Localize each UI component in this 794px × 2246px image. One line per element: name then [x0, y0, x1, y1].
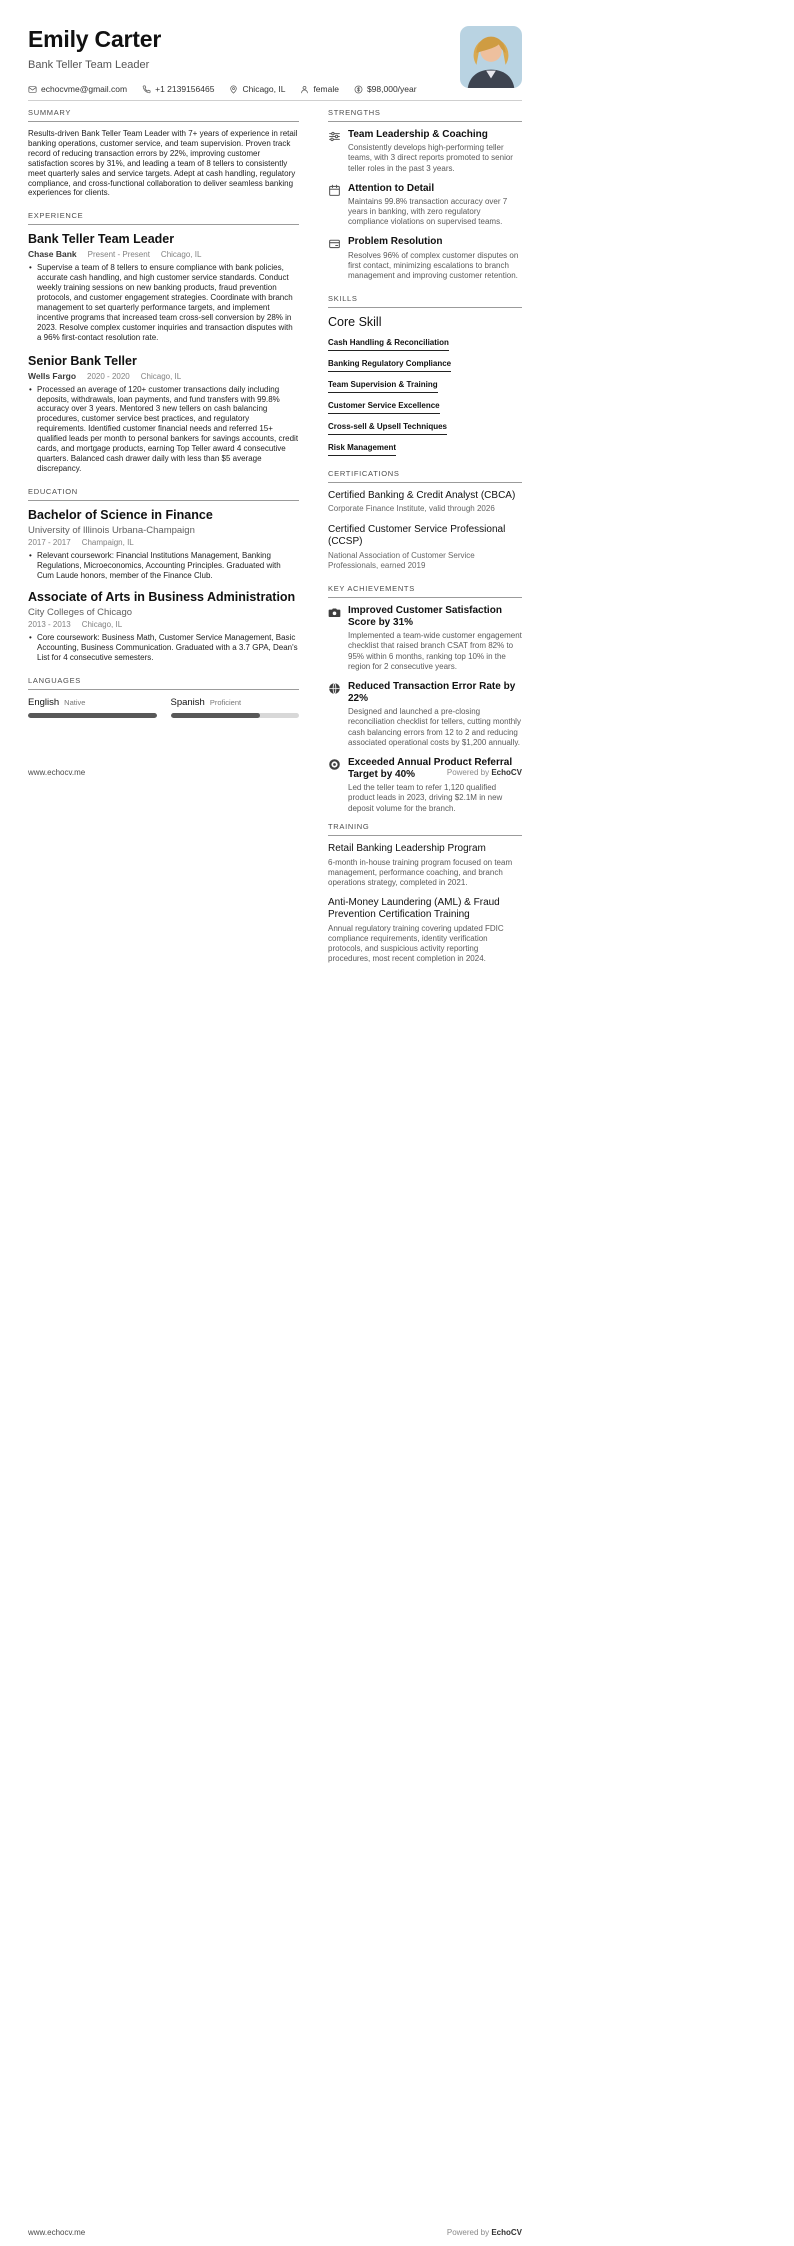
key-achievements-label: KEY ACHIEVEMENTS: [328, 584, 522, 598]
training-entry: [328, 897, 522, 965]
camera-icon: [328, 606, 341, 619]
summary-text: Results-driven Bank Teller Team Leader with 7+ years of experience in retail banking operations, customer service, and team supervision. Proven track record of reducing transaction errors by 22%, improving customer satisfaction scores by 31%, and leading a team of 8 tellers to consistently meet quarterly sales and service targets. Adept at cash handling, regulatory compliance, and cross-functional collaboration to deliver seamless banking experiences for clients.: [28, 129, 298, 198]
contact-email: [28, 84, 127, 94]
certification-detail: National Association of Customer Service Professionals, earned 2019: [328, 550, 475, 570]
echocv-brand: EchoCV: [491, 768, 522, 777]
contact-salary: [354, 84, 417, 94]
job-dates: 2020 - 2020: [87, 371, 130, 381]
job-dates: Present - Present: [87, 250, 150, 260]
education-bullet: • Core coursework: Business Math, Customer Service Management, Basic Accounting, Business Communication. Graduated with a 3.7 GPA, Dean's List for 4 consecutive semesters.: [28, 633, 299, 663]
language-name: English: [28, 697, 60, 709]
strength-item: [328, 129, 522, 174]
contact-phone-text: +1 2139156465: [155, 84, 215, 94]
achievement-body: [348, 757, 522, 814]
calendar-icon: [328, 184, 341, 197]
achievement-item: [328, 681, 522, 748]
achievement-item: [328, 757, 522, 814]
training-title: Retail Banking Leadership Program: [328, 843, 486, 854]
language-level: Native: [64, 698, 86, 708]
language-bar-track: [171, 713, 300, 718]
certifications-label: CERTIFICATIONS: [328, 469, 522, 483]
skill-item: Cross-sell & Upsell Techniques: [328, 422, 447, 435]
skill-item: Customer Service Excellence: [328, 401, 440, 414]
strength-description: Consistently develops high-performing teller teams, with 3 direct reports promoted to senior teller roles in the past 3 years.: [348, 143, 513, 173]
contact-row: [28, 84, 522, 94]
education-location: Chicago, IL: [81, 620, 123, 630]
globe-icon: [328, 682, 341, 695]
job-company: Chase Bank: [28, 249, 77, 260]
achievement-item: [328, 605, 522, 672]
degree-title: Associate of Arts in Business Administration: [28, 590, 296, 605]
contact-phone: [142, 84, 214, 94]
language-head: [28, 697, 157, 708]
page-footer: [28, 2228, 522, 2237]
job-location: Chicago, IL: [140, 371, 182, 381]
person-icon: [300, 85, 309, 94]
contact-location: [229, 84, 285, 94]
language-entry: [28, 697, 157, 718]
page-footer: [28, 768, 522, 777]
key-achievements-section: [328, 584, 522, 814]
skills-label: SKILLS: [328, 294, 522, 308]
salary-icon: [354, 85, 363, 94]
strength-body: [348, 236, 522, 281]
training-label: TRAINING: [328, 822, 522, 836]
languages-section: [28, 676, 299, 718]
strength-description: Maintains 99.8% transaction accuracy over 7 years in banking, with zero regulatory compliance violations on supervised teams.: [348, 196, 508, 227]
education-entry: [28, 508, 299, 581]
job-meta: [28, 249, 299, 259]
summary-section: [28, 108, 299, 198]
phone-icon: [142, 85, 151, 94]
education-bullet: • Relevant coursework: Financial Institutions Management, Banking Regulations, Microeconomics, Accounting Principles. Graduated with Cum Laude honors, member of the Finance Club.: [28, 551, 299, 581]
email-icon: [28, 85, 37, 94]
education-location: Champaign, IL: [81, 537, 134, 547]
contact-salary-text: $98,000/year: [366, 84, 417, 94]
strengths-label: STRENGTHS: [328, 108, 522, 122]
strengths-section: [328, 108, 522, 281]
skill-item: Team Supervision & Training: [328, 380, 438, 393]
achievement-title: Reduced Transaction Error Rate by 22%: [348, 680, 516, 705]
right-column: [328, 108, 522, 827]
job-entry: [28, 232, 299, 342]
candidate-name: Emily Carter: [28, 26, 162, 52]
strength-title: Team Leadership & Coaching: [348, 129, 488, 140]
powered-by: [447, 768, 522, 777]
training-title: Anti-Money Laundering (AML) & Fraud Prevention Certification Training: [328, 896, 500, 921]
achievement-title: Improved Customer Satisfaction Score by 31%: [348, 604, 502, 629]
education-section: [28, 487, 299, 663]
education-entry: [28, 590, 299, 663]
job-meta: [28, 371, 299, 381]
powered-by: [447, 2228, 522, 2237]
language-bar-track: [28, 713, 157, 718]
achievement-body: [348, 605, 522, 672]
language-head: [171, 697, 300, 708]
profile-photo-image: [460, 26, 522, 88]
training-entry: [328, 843, 522, 888]
skills-group-title: Core Skill: [328, 314, 382, 329]
experience-label: EXPERIENCE: [28, 211, 299, 225]
certification-entry: [328, 490, 522, 515]
strength-body: [348, 183, 522, 228]
skill-item: Risk Management: [328, 443, 396, 456]
training-description: Annual regulatory training covering updated FDIC compliance requirements, identity verification protocols, and suspicious activity reporting procedures, most recent completion in 2024.: [328, 923, 504, 964]
candidate-job-title: Bank Teller Team Leader: [28, 59, 150, 71]
strength-title: Attention to Detail: [348, 182, 435, 194]
profile-photo: [460, 26, 522, 88]
strength-description: Resolves 96% of complex customer disputes on first contact, minimizing escalations to branch management and improving customer retention.: [348, 250, 519, 280]
contact-gender: [300, 84, 339, 94]
strength-body: [348, 129, 522, 174]
achievement-description: Implemented a team-wide customer engagement checklist that raised branch CSAT from 82% to 95% within 6 months, ranking top 10% in the region for 2 consecutive years.: [348, 631, 522, 671]
education-meta: [28, 620, 299, 629]
school-name: City Colleges of Chicago: [28, 607, 133, 619]
resume-header: [28, 26, 522, 94]
certification-entry: [328, 524, 522, 571]
contact-location-text: Chicago, IL: [242, 84, 286, 94]
experience-section: [28, 211, 299, 473]
language-level: Proficient: [209, 698, 242, 708]
skill-item: Cash Handling & Reconciliation: [328, 338, 449, 351]
language-entry: [171, 697, 300, 718]
footer-site-link: www.echocv.me: [28, 2228, 86, 2237]
wallet-icon: [328, 237, 341, 250]
job-bullet: • Processed an average of 120+ customer transactions daily including deposits, withdrawals, loan payments, and fund transfers with 99.8% accuracy over 3 years. Mentored 3 new tellers on cash balancing procedures, customer service best practices, and regulatory requirements. Identified customer financial needs and referred 15+ qualified leads per month to personal bankers for savings accounts, credit cards, and mortgage products, earning Top Teller award 4 consecutive quarters. Balanced cash drawer daily with less than $5 average discrepancy.: [28, 385, 299, 474]
degree-title: Bachelor of Science in Finance: [28, 507, 213, 522]
job-location: Chicago, IL: [160, 250, 202, 260]
powered-by-prefix: Powered by: [446, 2228, 492, 2237]
skill-item: Banking Regulatory Compliance: [328, 359, 451, 372]
education-label: EDUCATION: [28, 487, 299, 501]
education-dates: 2017 - 2017: [28, 537, 71, 547]
certification-name: Certified Banking & Credit Analyst (CBCA): [328, 489, 516, 501]
powered-by-prefix: Powered by: [446, 768, 492, 777]
echocv-brand: EchoCV: [491, 2228, 522, 2237]
contact-email-text: echocvme@gmail.com: [41, 84, 128, 94]
strength-title: Problem Resolution: [348, 236, 443, 248]
language-bar-fill: [28, 713, 157, 718]
summary-label: SUMMARY: [28, 108, 299, 122]
location-icon: [229, 85, 238, 94]
left-column: [28, 108, 299, 731]
skills-section: [328, 294, 522, 456]
contact-gender-text: female: [313, 84, 339, 94]
education-dates: 2013 - 2013: [28, 620, 71, 630]
training-description: 6-month in-house training program focused on team management, performance coaching, and branch operations strategy, completed in 2021.: [328, 857, 513, 887]
sliders-icon: [328, 130, 341, 143]
job-title: Senior Bank Teller: [28, 353, 137, 368]
achievement-body: [348, 681, 522, 748]
achievement-description: Designed and launched a pre-closing reconciliation checklist for tellers, cutting monthly cash balancing errors from 12 to 2 and reducing associated operational costs by $1,200 annually.: [348, 707, 521, 747]
header-divider: [28, 100, 522, 101]
achievement-description: Led the teller team to refer 1,120 qualified product leads in 2023, driving $2.1M in new deposit volume for the branch.: [348, 783, 503, 813]
achievement-title: Exceeded Annual Product Referral Target by 40%: [348, 756, 513, 781]
strength-item: [328, 236, 522, 281]
strength-item: [328, 183, 522, 228]
job-company: Wells Fargo: [28, 370, 77, 381]
school-name: University of Illinois Urbana-Champaign: [28, 524, 195, 536]
job-title: Bank Teller Team Leader: [28, 232, 175, 247]
training-section: [328, 822, 522, 974]
certification-name: Certified Customer Service Professional (CCSP): [328, 523, 506, 548]
languages-row: [28, 697, 299, 718]
job-bullet: • Supervise a team of 8 tellers to ensure compliance with bank policies, accurate cash handling, and high customer service standards. Conduct weekly training sessions on new banking products, fraud prevention protocols, and customer engagement strategies. Coordinate with branch management to set quarterly performance targets, and implement incentive programs that increased team cross-sell conversion by 28% in 2023. Resolve complex customer inquiries and transaction disputes with a 96% first-contact resolution rate.: [28, 263, 299, 342]
certification-detail: Corporate Finance Institute, valid through 2026: [328, 504, 495, 514]
language-bar-fill: [171, 713, 261, 718]
language-name: Spanish: [170, 697, 205, 709]
job-entry: [28, 354, 299, 474]
footer-site-link: www.echocv.me: [28, 768, 86, 777]
certifications-section: [328, 469, 522, 571]
languages-label: LANGUAGES: [28, 676, 299, 690]
education-meta: [28, 538, 299, 547]
